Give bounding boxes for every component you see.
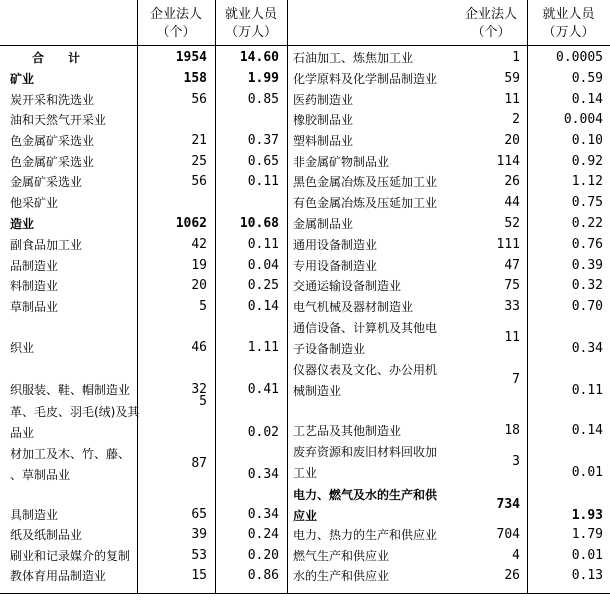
- row-label: 工艺品及其他制造业: [293, 424, 402, 438]
- header-label: 就业人员: [542, 7, 595, 22]
- row-label: 非金属矿物制品业: [293, 155, 390, 169]
- row-label-cont: 械制造业: [293, 384, 342, 398]
- employment-value: 0.20: [247, 548, 279, 563]
- enterprise-count: 15: [191, 568, 207, 583]
- row-label: 专用设备制造业: [293, 259, 378, 273]
- row-label: 有色金属冶炼及压延加工业: [293, 196, 438, 210]
- header-unit: （万人）: [542, 25, 595, 40]
- header-label: 企业法人: [149, 7, 202, 22]
- enterprise-count: 20: [504, 133, 520, 148]
- enterprise-count: 52: [504, 216, 520, 231]
- row-label: 塑料制品业: [293, 134, 354, 148]
- row-label-cont: 品业: [10, 426, 35, 440]
- employment-value: 14.60: [239, 50, 279, 65]
- enterprise-count: 53: [191, 548, 207, 563]
- row-label: 色金属矿采选业: [10, 155, 95, 169]
- employment-value: 0.39: [571, 258, 603, 273]
- row-label: 他采矿业: [10, 196, 59, 210]
- enterprise-count: 32: [191, 382, 207, 397]
- employment-value: 0.34: [571, 341, 603, 356]
- enterprise-count: 19: [191, 258, 207, 273]
- enterprise-count: 25: [191, 154, 207, 169]
- employment-value: 0.34: [247, 467, 279, 482]
- enterprise-count: 26: [504, 174, 520, 189]
- row-label: 材加工及木、竹、藤、: [10, 447, 131, 461]
- enterprise-count: 11: [504, 330, 520, 345]
- header-unit: （个）: [156, 25, 196, 40]
- row-label: 废弃资源和废旧材料回收加: [293, 445, 438, 459]
- enterprise-count: 11: [504, 92, 520, 107]
- row-label: 电力、热力的生产和供应业: [293, 528, 438, 542]
- enterprise-count: 42: [191, 237, 207, 252]
- row-label-cont: 、草制品业: [10, 468, 71, 482]
- employment-value: 0.11: [247, 237, 279, 252]
- enterprise-count: 1: [512, 50, 520, 65]
- enterprise-count: 56: [191, 174, 207, 189]
- row-label: 通用设备制造业: [293, 238, 378, 252]
- enterprise-count: 734: [496, 497, 520, 512]
- row-label: 矿业: [10, 72, 35, 86]
- row-label: 纸及纸制品业: [10, 528, 83, 542]
- row-label: 黑色金属冶炼及压延加工业: [293, 175, 438, 189]
- row-label: 燃气生产和供应业: [293, 549, 390, 563]
- employment-value: 1.79: [571, 527, 603, 542]
- header-label: 就业人员: [224, 7, 277, 22]
- header-label: 企业法人: [464, 7, 517, 22]
- bottom-rule: [0, 593, 610, 594]
- row-label: 副食品加工业: [10, 238, 83, 252]
- row-label: 仪器仪表及文化、办公用机: [293, 363, 438, 377]
- enterprise-count: 18: [504, 423, 520, 438]
- header-employment-right: [527, 6, 610, 42]
- employment-value: 0.34: [247, 507, 279, 522]
- header-employment-left: [215, 6, 287, 42]
- enterprise-count: 1954: [175, 50, 207, 65]
- row-label: 造业: [10, 217, 35, 231]
- header-unit: （万人）: [224, 25, 277, 40]
- employment-value: 0.01: [571, 465, 603, 480]
- row-label: 具制造业: [10, 508, 59, 522]
- row-label: 油和天然气开采业: [10, 113, 107, 127]
- employment-value: 0.14: [571, 92, 603, 107]
- enterprise-count: 21: [191, 133, 207, 148]
- row-label: 合 计: [32, 51, 81, 65]
- row-label: 织业: [10, 341, 35, 355]
- column-divider: [287, 0, 288, 594]
- row-label: 教体育用品制造业: [10, 569, 107, 583]
- employment-value: 0.10: [571, 133, 603, 148]
- enterprise-count: 20: [191, 278, 207, 293]
- employment-value: 0.92: [571, 154, 603, 169]
- enterprise-count: 5: [199, 394, 207, 409]
- row-label: 橡胶制品业: [293, 113, 354, 127]
- employment-value: 0.01: [571, 548, 603, 563]
- employment-value: 0.11: [571, 383, 603, 398]
- employment-value: 0.70: [571, 299, 603, 314]
- employment-value: 0.24: [247, 527, 279, 542]
- row-label: 革、毛皮、羽毛(绒)及其: [10, 405, 140, 419]
- employment-value: 1.12: [571, 174, 603, 189]
- employment-value: 0.14: [571, 423, 603, 438]
- enterprise-count: 7: [512, 372, 520, 387]
- enterprise-count: 47: [504, 258, 520, 273]
- enterprise-count: 87: [191, 456, 207, 471]
- employment-value: 0.65: [247, 154, 279, 169]
- enterprise-count: 33: [504, 299, 520, 314]
- header-unit: （个）: [471, 25, 511, 40]
- row-label: 织服装、鞋、帽制造业: [10, 383, 131, 397]
- employment-value: 1.93: [571, 508, 603, 523]
- employment-value: 0.75: [571, 195, 603, 210]
- row-label: 品制造业: [10, 259, 59, 273]
- row-label: 料制造业: [10, 279, 59, 293]
- row-label-cont: 应业: [293, 509, 318, 523]
- row-label: 色金属矿采选业: [10, 134, 95, 148]
- row-label: 金属制品业: [293, 217, 354, 231]
- row-label: 石油加工、炼焦加工业: [293, 51, 414, 65]
- row-label: 刷业和记录媒介的复制: [10, 549, 131, 563]
- enterprise-count: 2: [512, 112, 520, 127]
- row-label: 通信设备、计算机及其他电: [293, 321, 438, 335]
- row-label: 化学原料及化学制品制造业: [293, 72, 438, 86]
- enterprise-count: 114: [496, 154, 520, 169]
- enterprise-count: 3: [512, 454, 520, 469]
- employment-value: 0.86: [247, 568, 279, 583]
- enterprise-count: 65: [191, 507, 207, 522]
- enterprise-count: 111: [496, 237, 520, 252]
- employment-value: 0.85: [247, 92, 279, 107]
- enterprise-count: 158: [183, 71, 207, 86]
- employment-value: 0.004: [563, 112, 603, 127]
- row-label: 电力、燃气及水的生产和供: [293, 488, 438, 502]
- row-label: 水的生产和供应业: [293, 569, 390, 583]
- row-label: 金属矿采选业: [10, 175, 83, 189]
- row-label: 电气机械及器材制造业: [293, 300, 414, 314]
- enterprise-count: 75: [504, 278, 520, 293]
- row-label: 交通运输设备制造业: [293, 279, 402, 293]
- row-label: 医药制造业: [293, 93, 354, 107]
- employment-value: 1.11: [247, 340, 279, 355]
- employment-value: 0.02: [247, 425, 279, 440]
- header-enterprises-right: [455, 6, 527, 42]
- employment-value: 0.32: [571, 278, 603, 293]
- employment-value: 0.22: [571, 216, 603, 231]
- row-label-cont: 工业: [293, 466, 318, 480]
- employment-value: 0.11: [247, 174, 279, 189]
- employment-value: 0.14: [247, 299, 279, 314]
- employment-value: 0.41: [247, 382, 279, 397]
- row-label: 炭开采和洗选业: [10, 93, 95, 107]
- enterprise-count: 56: [191, 92, 207, 107]
- employment-value: 0.37: [247, 133, 279, 148]
- enterprise-count: 704: [496, 527, 520, 542]
- employment-value: 0.25: [247, 278, 279, 293]
- header-enterprises-left: [137, 6, 215, 42]
- employment-value: 1.99: [247, 71, 279, 86]
- row-label: 草制品业: [10, 300, 59, 314]
- employment-value: 0.13: [571, 568, 603, 583]
- enterprise-count: 4: [512, 548, 520, 563]
- enterprise-count: 59: [504, 71, 520, 86]
- employment-value: 0.76: [571, 237, 603, 252]
- employment-value: 0.04: [247, 258, 279, 273]
- enterprise-count: 5: [199, 299, 207, 314]
- employment-value: 0.59: [571, 71, 603, 86]
- employment-value: 0.0005: [556, 50, 603, 65]
- enterprise-count: 44: [504, 195, 520, 210]
- header-rule: [0, 45, 610, 46]
- enterprise-count: 46: [191, 340, 207, 355]
- row-label-cont: 子设备制造业: [293, 342, 366, 356]
- enterprise-count: 26: [504, 568, 520, 583]
- enterprise-count: 1062: [175, 216, 207, 231]
- employment-value: 10.68: [239, 216, 279, 231]
- enterprise-count: 39: [191, 527, 207, 542]
